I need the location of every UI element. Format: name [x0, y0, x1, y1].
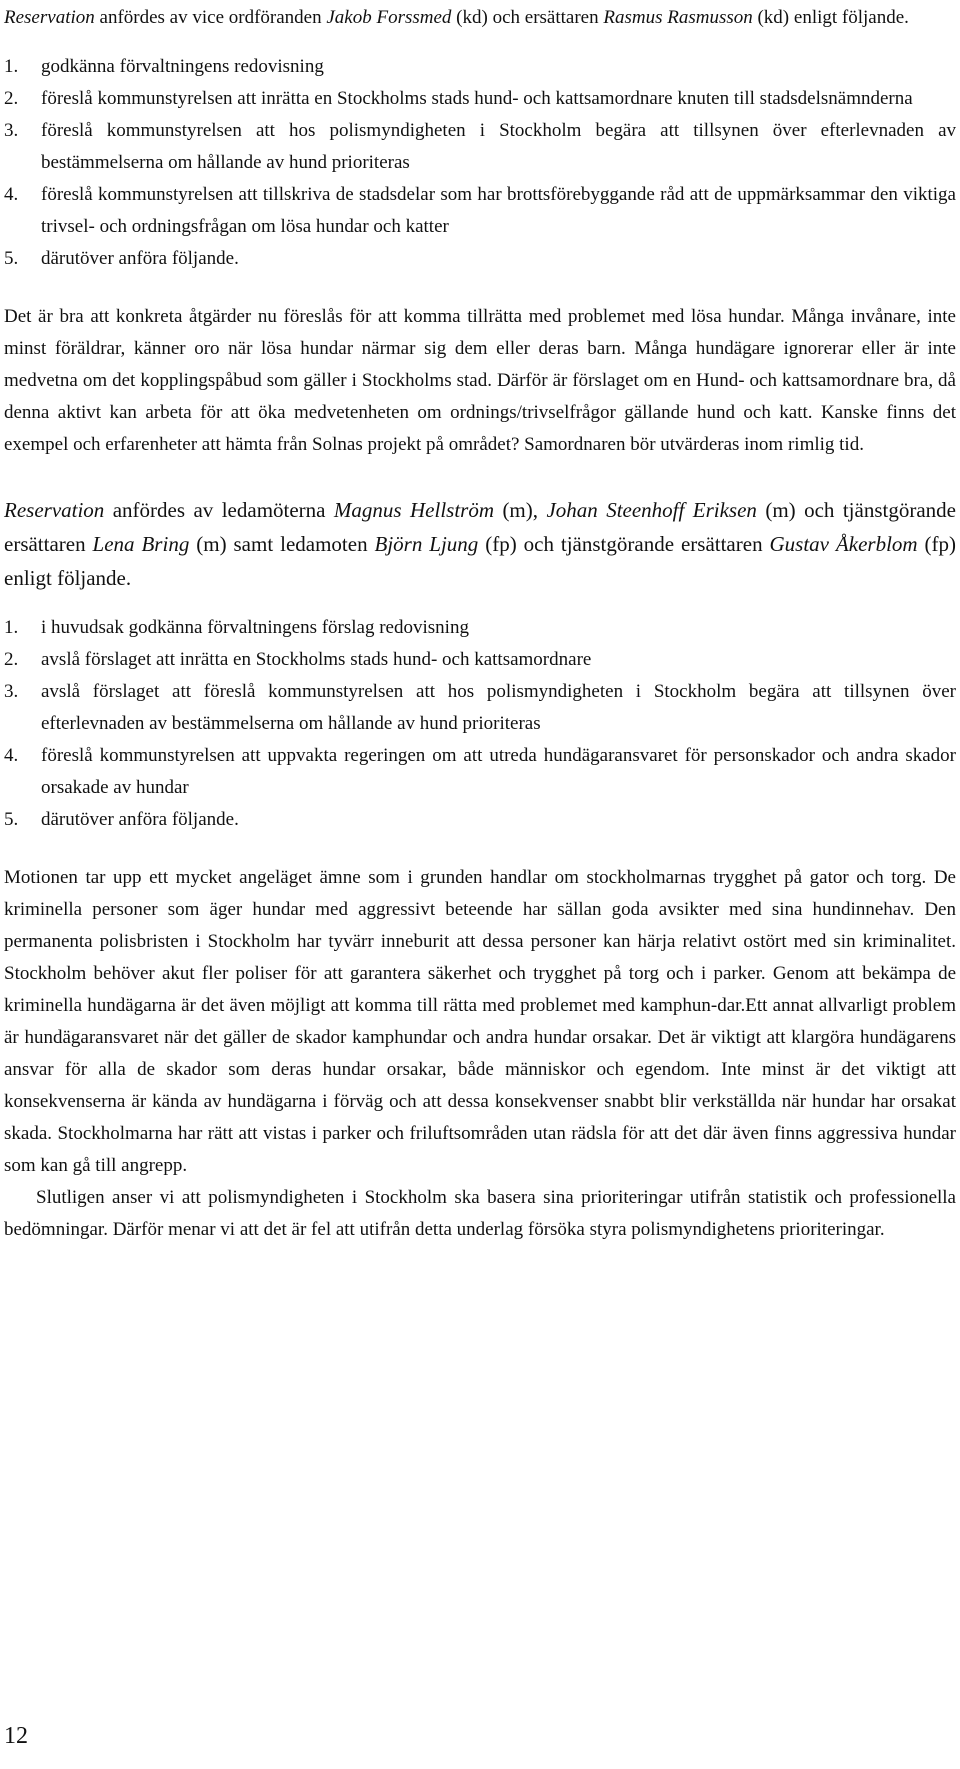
list-item: [4, 83, 956, 115]
person-name: Gustav Åkerblom: [769, 532, 918, 556]
list-text: godkänna förvaltningens redovisning: [41, 56, 324, 77]
intro-text: (kd) och ersättaren: [451, 7, 604, 28]
intro-text: (fp) enligt följande.: [4, 532, 956, 590]
intro-text: anfördes av ledamöterna: [104, 498, 334, 522]
person-name: Lena Bring: [92, 532, 190, 556]
intro-text: (m) och tjänstgörande ersättaren: [4, 498, 956, 556]
list-item: [4, 676, 956, 740]
list-item: [4, 612, 956, 644]
list-number: 2.: [4, 88, 19, 109]
list-text: avslå förslaget att föreslå kommunstyrelsen att hos polismyndigheten i Stockholm begära att tillsynen över efterlevnaden av bestämmelserna om hållande av hund prioriteras: [41, 681, 956, 734]
page-number: 12: [4, 1723, 28, 1749]
reservation-intro-2: [4, 493, 956, 595]
list-number: 5.: [4, 809, 19, 830]
list-number: 3.: [4, 681, 19, 702]
proposal-list-2: [4, 612, 956, 836]
list-text: i huvudsak godkänna förvaltningens förslag redovisning: [41, 617, 469, 638]
person-name: Rasmus Rasmusson: [603, 7, 753, 28]
list-item: [4, 644, 956, 676]
intro-text: anfördes av vice ordföranden: [94, 7, 327, 28]
list-number: 1.: [4, 617, 19, 638]
list-text: föreslå kommunstyrelsen att uppvakta regeringen om att utreda hundägaransvaret för personskador och andra skador orsakade av hundar: [41, 745, 956, 798]
list-text: föreslå kommunstyrelsen att tillskriva de stadsdelar som har brottsförebyggande råd att de uppmärksammar den viktiga trivsel- och ordningsfrågan om lösa hundar och katter: [41, 184, 956, 237]
reservation-intro-1: [4, 2, 956, 34]
list-item: [4, 243, 956, 275]
list-number: 3.: [4, 120, 19, 141]
person-name: Jakob Forssmed: [326, 7, 452, 28]
person-name: Johan Steenhoff Eriksen: [546, 498, 757, 522]
person-name: Björn Ljung: [374, 532, 479, 556]
list-number: 4.: [4, 745, 19, 766]
list-number: 5.: [4, 248, 19, 269]
intro-text: (m),: [494, 498, 547, 522]
body-paragraph: Slutligen anser vi att polismyndigheten i Stockholm ska basera sina prioriteringar utifrån statistik och professionella bedömningar. Därför menar vi att det är fel att utifrån detta underlag försöka styra polismyndighetens prioriteringar.: [4, 1187, 956, 1240]
body-paragraph: Det är bra att konkreta åtgärder nu föreslås för att komma tillrätta med problemet med lösa hundar. Många invånare, inte minst föräldrar, känner oro när lösa hundar närmar sig dem eller deras barn. Många hundägare ignorerar eller är inte medvetna om det kopplingspåbud som gäller i Stockholms stad. Därför är förslaget om en Hund- och kattsamordnare bra, då denna aktivt kan arbeta för att öka medvetenheten om ordnings/trivselfrågor gällande hund och katt. Kanske finns det exempel och erfarenheter att hämta från Solnas projekt på området? Samordnaren bör utvärderas inom rimlig tid.: [4, 306, 956, 455]
list-text: därutöver anföra följande.: [41, 248, 239, 269]
intro-text: (m) samt ledamoten: [189, 532, 375, 556]
list-text: föreslå kommunstyrelsen att inrätta en Stockholms stads hund- och kattsamordnare knuten till stadsdelsnämnderna: [41, 88, 913, 109]
list-number: 1.: [4, 56, 19, 77]
list-item: [4, 740, 956, 804]
list-item: [4, 804, 956, 836]
list-item: [4, 115, 956, 179]
list-item: [4, 179, 956, 243]
body-paragraph: Motionen tar upp ett mycket angeläget ämne som i grunden handlar om stockholmarnas trygghet på gator och torg. De kriminella personer som äger hundar med aggressivt beteende har sällan goda avsikter med sina hundinnehav. Den permanenta polisbristen i Stockholm har tyvärr inneburit att dessa personer kan härja relativt ostört med sin kriminalitet. Stockholm behöver akut fler poliser för att garantera säkerhet och trygghet på torg och i parker. Genom att bekämpa de kriminella hundägarna är det även möjligt att komma till rätta med problemet med kamphun-dar.Ett annat allvarligt problem är hundägaransvaret när det gäller de skador kamphundar och andra hundar orsakar. Det är viktigt att klargöra hundägarens ansvar för alla de skador som deras hundar orsakar, både människor och egendom. Inte minst är det viktigt att konsekvenserna är kända av hundägarna i förväg och att dessa konsekvenser snabbt blir verkställda när hundar har orsakat skada. Stockholmarna har rätt att vistas i parker och friluftsområden utan rädsla för att det där även finns aggressiva hundar som kan gå till angrepp.: [4, 867, 956, 1176]
reservation-word: Reservation: [4, 7, 95, 28]
list-text: avslå förslaget att inrätta en Stockholms stads hund- och kattsamordnare: [41, 649, 592, 670]
person-name: Magnus Hellström: [333, 498, 495, 522]
intro-text: (kd) enligt följande.: [752, 7, 909, 28]
proposal-list-1: [4, 51, 956, 275]
intro-text: (fp) och tjänstgörande ersättaren: [478, 532, 770, 556]
list-text: föreslå kommunstyrelsen att hos polismyndigheten i Stockholm begära att tillsynen över efterlevnaden av bestämmelserna om hållande av hund prioriteras: [41, 120, 956, 173]
list-number: 2.: [4, 649, 19, 670]
list-item: [4, 51, 956, 83]
list-text: därutöver anföra följande.: [41, 809, 239, 830]
list-number: 4.: [4, 184, 19, 205]
reservation-word: Reservation: [4, 498, 105, 522]
